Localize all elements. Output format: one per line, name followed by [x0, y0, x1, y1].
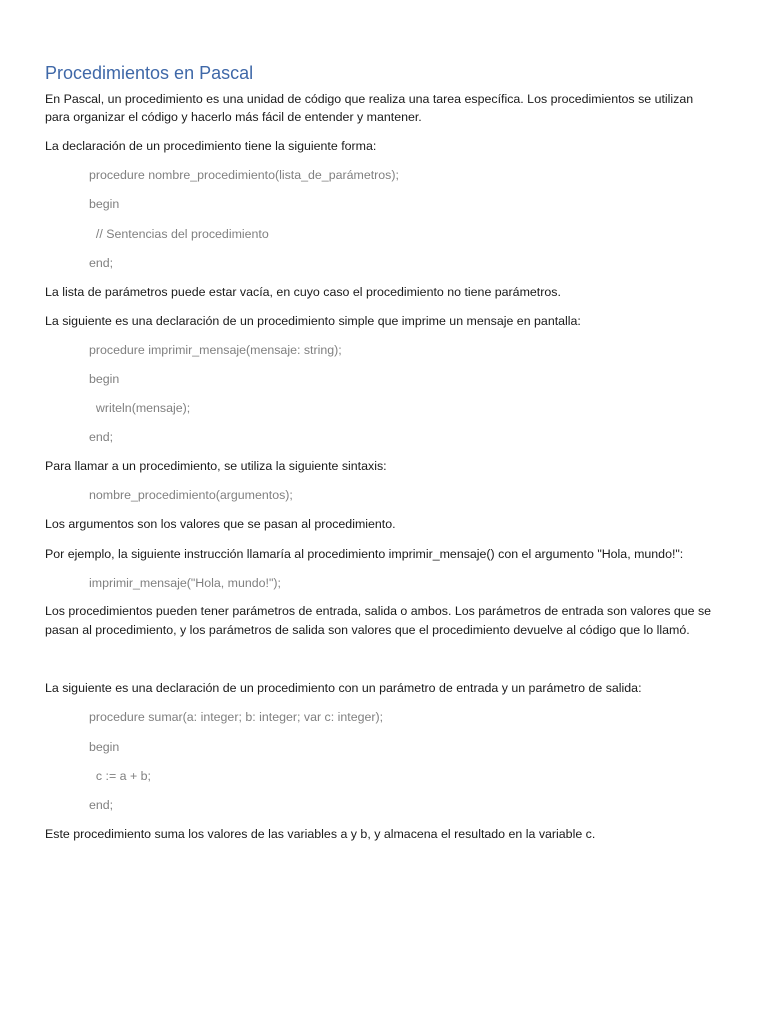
code-line: begin — [89, 372, 120, 386]
code-line: imprimir_mensaje("Hola, mundo!"); — [89, 576, 281, 590]
params-line-2: pasan al procedimiento, y los parámetros de salida son valores que el procedimiento devuelve al código que lo llamó. — [45, 623, 690, 637]
intro-line-2: para organizar el código y hacerlo más fácil de entender y mantener. — [45, 110, 422, 124]
code-line: nombre_procedimiento(argumentos); — [89, 488, 293, 502]
code-line: end; — [89, 256, 114, 270]
code-line: end; — [89, 430, 114, 444]
code-line: procedure imprimir_mensaje(mensaje: string); — [89, 343, 342, 357]
code-line: writeln(mensaje); — [89, 401, 191, 415]
intro-line-1: En Pascal, un procedimiento es una unidad de código que realiza una tarea específica. Los procedimientos se utilizan — [45, 92, 694, 106]
code-line: procedure nombre_procedimiento(lista_de_parámetros); — [89, 168, 399, 182]
example-text: Por ejemplo, la siguiente instrucción llamaría al procedimiento imprimir_mensaje() con el argumento "Hola, mundo!": — [45, 547, 684, 561]
declaration-text: La declaración de un procedimiento tiene la siguiente forma: — [45, 139, 377, 153]
code-line: // Sentencias del procedimiento — [89, 227, 269, 241]
simple-declaration-text: La siguiente es una declaración de un procedimiento simple que imprime un mensaje en pantalla: — [45, 314, 581, 328]
code-line: begin — [89, 197, 120, 211]
final-text: Este procedimiento suma los valores de las variables a y b, y almacena el resultado en la variable c. — [45, 827, 596, 841]
arguments-text: Los argumentos son los valores que se pasan al procedimiento. — [45, 517, 396, 531]
code-line: begin — [89, 740, 120, 754]
code-line: end; — [89, 798, 114, 812]
code-line: c := a + b; — [89, 769, 151, 783]
params-line-1: Los procedimientos pueden tener parámetros de entrada, salida o ambos. Los parámetros de entrada son valores que se — [45, 604, 712, 618]
call-syntax-text: Para llamar a un procedimiento, se utiliza la siguiente sintaxis: — [45, 459, 387, 473]
document-title: Procedimientos en Pascal — [45, 63, 254, 83]
code-line: procedure sumar(a: integer; b: integer; var c: integer); — [89, 710, 384, 724]
io-declaration-text: La siguiente es una declaración de un procedimiento con un parámetro de entrada y un parámetro de salida: — [45, 681, 642, 695]
empty-params-text: La lista de parámetros puede estar vacía, en cuyo caso el procedimiento no tiene parámetros. — [45, 285, 561, 299]
